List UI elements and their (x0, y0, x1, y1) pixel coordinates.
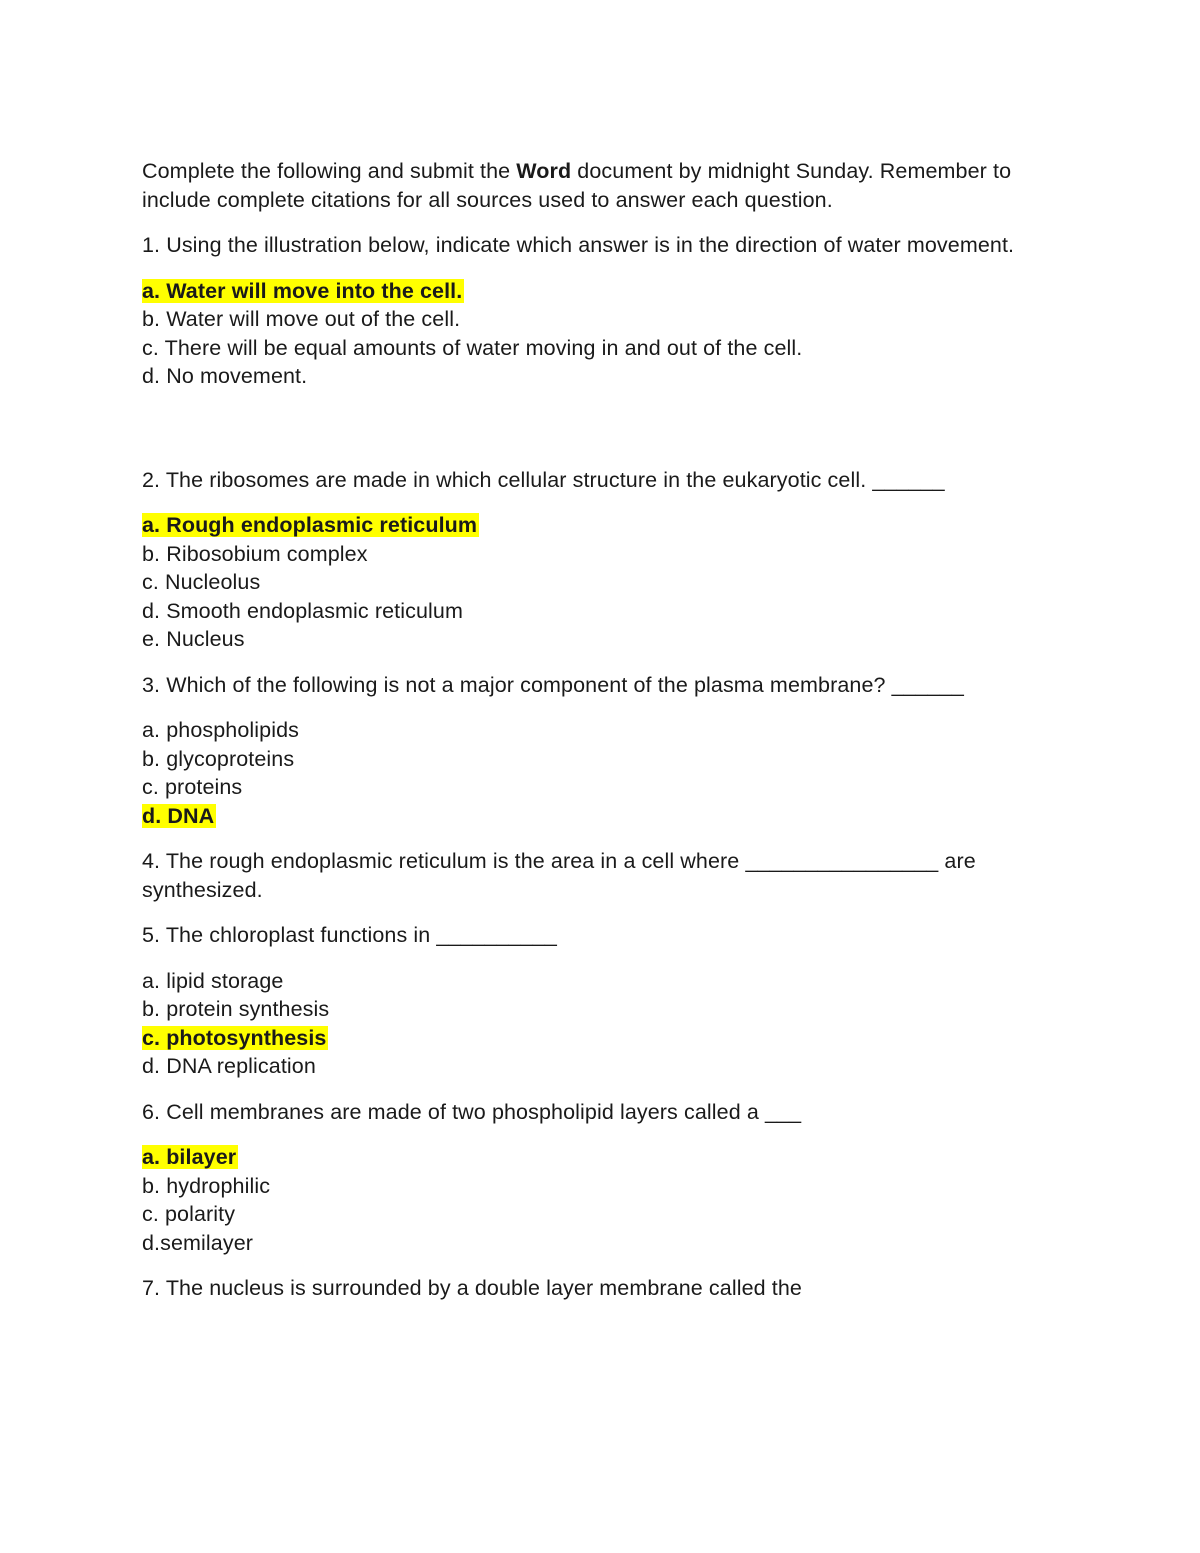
option-item: b. Water will move out of the cell. (142, 307, 461, 331)
question-7: 7. The nucleus is surrounded by a double layer membrane called the (142, 1276, 802, 1300)
option-item (142, 511, 1082, 540)
intro-bold-word: Word (516, 159, 572, 183)
question-2-options (142, 511, 1082, 654)
option-item: d. Smooth endoplasmic reticulum (142, 598, 463, 623)
question-5: 5. The chloroplast functions in __________ (142, 923, 557, 947)
option-item: c. Nucleolus (142, 570, 261, 594)
option-item: b. Ribosobium complex (142, 541, 368, 566)
question-1-options (142, 277, 1082, 391)
highlighted-answer: a. Rough endoplasmic reticulum (142, 513, 478, 537)
question-3: 3. Which of the following is not a major component of the plasma membrane? ______ (142, 672, 964, 697)
document-page (142, 157, 1082, 1320)
option-item: a. phospholipids (142, 718, 299, 742)
option-item (142, 1143, 1082, 1172)
intro-text-before: Complete the following and submit the (142, 159, 517, 183)
option-item: b. glycoproteins (142, 746, 295, 771)
option-item (142, 802, 1082, 831)
question-3-options (142, 716, 1082, 830)
option-item: d. DNA replication (142, 1054, 316, 1078)
option-item: a. lipid storage (142, 968, 284, 993)
question-4: 4. The rough endoplasmic reticulum is the area in a cell where ________________ are synthesized. (142, 849, 976, 902)
highlighted-answer: a. bilayer (142, 1145, 237, 1169)
option-item: c. There will be equal amounts of water moving in and out of the cell. (142, 335, 803, 360)
option-item: c. proteins (142, 775, 243, 799)
highlighted-answer: a. Water will move into the cell. (142, 278, 463, 303)
option-item: b. protein synthesis (142, 997, 330, 1021)
option-item: d.semilayer (142, 1230, 254, 1255)
question-5-options (142, 967, 1082, 1081)
option-item: c. polarity (142, 1202, 236, 1226)
question-6: 6. Cell membranes are made of two phospholipid layers called a ___ (142, 1099, 802, 1124)
question-1: 1. Using the illustration below, indicate which answer is in the direction of water movement. (142, 233, 1015, 257)
intro-text-after: document by midnight Sunday. Remember to include complete citations for all sources used to answer each question. (142, 159, 1012, 212)
question-6-options (142, 1143, 1082, 1257)
option-item: b. hydrophilic (142, 1173, 271, 1198)
option-item: e. Nucleus (142, 627, 245, 651)
blank-space (142, 408, 1082, 466)
highlighted-answer: c. photosynthesis (142, 1025, 327, 1050)
option-item (142, 1024, 1082, 1053)
question-2: 2. The ribosomes are made in which cellular structure in the eukaryotic cell. ______ (142, 467, 945, 492)
option-item: d. No movement. (142, 364, 308, 388)
intro-paragraph (142, 157, 1082, 214)
option-item (142, 277, 1082, 306)
highlighted-answer: d. DNA (142, 803, 215, 828)
